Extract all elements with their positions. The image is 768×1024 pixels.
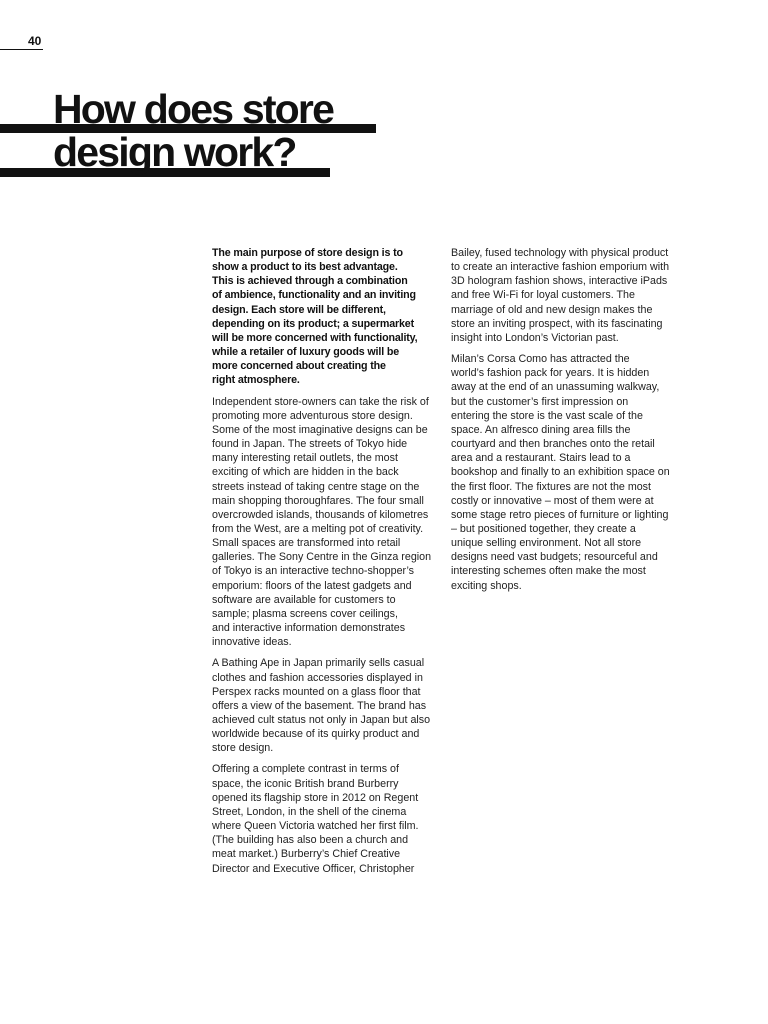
lead-paragraph: The main purpose of store design is to show a product to its best advantage. This is achieved through a combination of ambience, functionality and an inviting design. Each store will be different, depending on its product; a supermarket will be more concerned with functionality, while a retailer of luxury goods will be more concerned about creating the right atmosphere.: [212, 247, 418, 387]
body-paragraph: Milan’s Corsa Como has attracted the world’s fashion pack for years. It is hidden away at the end of an unassuming walkway, but the customer’s first impression on entering the store is the vast scale of the space. An alfresco dining area fills the courtyard and then branches onto the retail area and a restaurant. Stairs lead to a bookshop and finally to an exhibition space on the first floor. The fixtures are not the most costly or innovative – most of them were at some stage retro pieces of furniture or lighting – but positioned together, they create a unique selling environment. Not all store designs need vast budgets; resourceful and interesting schemes often make the most exciting shops.: [451, 353, 670, 592]
text-column-right: [451, 246, 691, 600]
text-column-left: [212, 246, 444, 883]
page-number: 40: [28, 34, 42, 48]
body-paragraph: A Bathing Ape in Japan primarily sells casual clothes and fashion accessories displayed in Perspex racks mounted on a glass floor that offers a view of the basement. The brand has achieved cult status not only in Japan but also worldwide because of its quirky product and store design.: [212, 657, 431, 755]
title-line-1: How does store: [53, 86, 334, 132]
title-line-2: design work?: [53, 129, 296, 175]
body-paragraph: Independent store-owners can take the risk of promoting more adventurous store design. Some of the most imaginative designs can be found in Japan. The streets of Tokyo hide many interesting retail outlets, the most exciting of which are hidden in the back streets instead of taking centre stage on the main shopping thoroughfares. The four small overcrowded islands, thousands of kilometres from the West, are a melting pot of creativity. Small spaces are transformed into retail galleries. The Sony Centre in the Ginza region of Tokyo is an interactive techno-shopper’s emporium: floors of the latest gadgets and software are available for customers to sample; plasma screens cover ceilings, and interactive information demonstrates innovative ideas.: [212, 395, 432, 649]
page-number-rule: [0, 49, 43, 50]
body-paragraph: Bailey, fused technology with physical product to create an interactive fashion emporium with 3D hologram fashion shows, interactive iPads and free Wi-Fi for loyal customers. The marriage of old and new design makes the store an inviting prospect, with its fascinating insight into London’s Victorian past.: [451, 247, 670, 344]
page-title: [53, 88, 333, 174]
body-paragraph: Offering a complete contrast in terms of space, the iconic British brand Burberry opened its flagship store in 2012 on Regent Street, London, in the shell of the cinema where Queen Victoria watched her first film. (The building has also been a church and meat market.) Burberry’s Chief Creative Director and Executive Officer, Christopher: [212, 763, 419, 875]
